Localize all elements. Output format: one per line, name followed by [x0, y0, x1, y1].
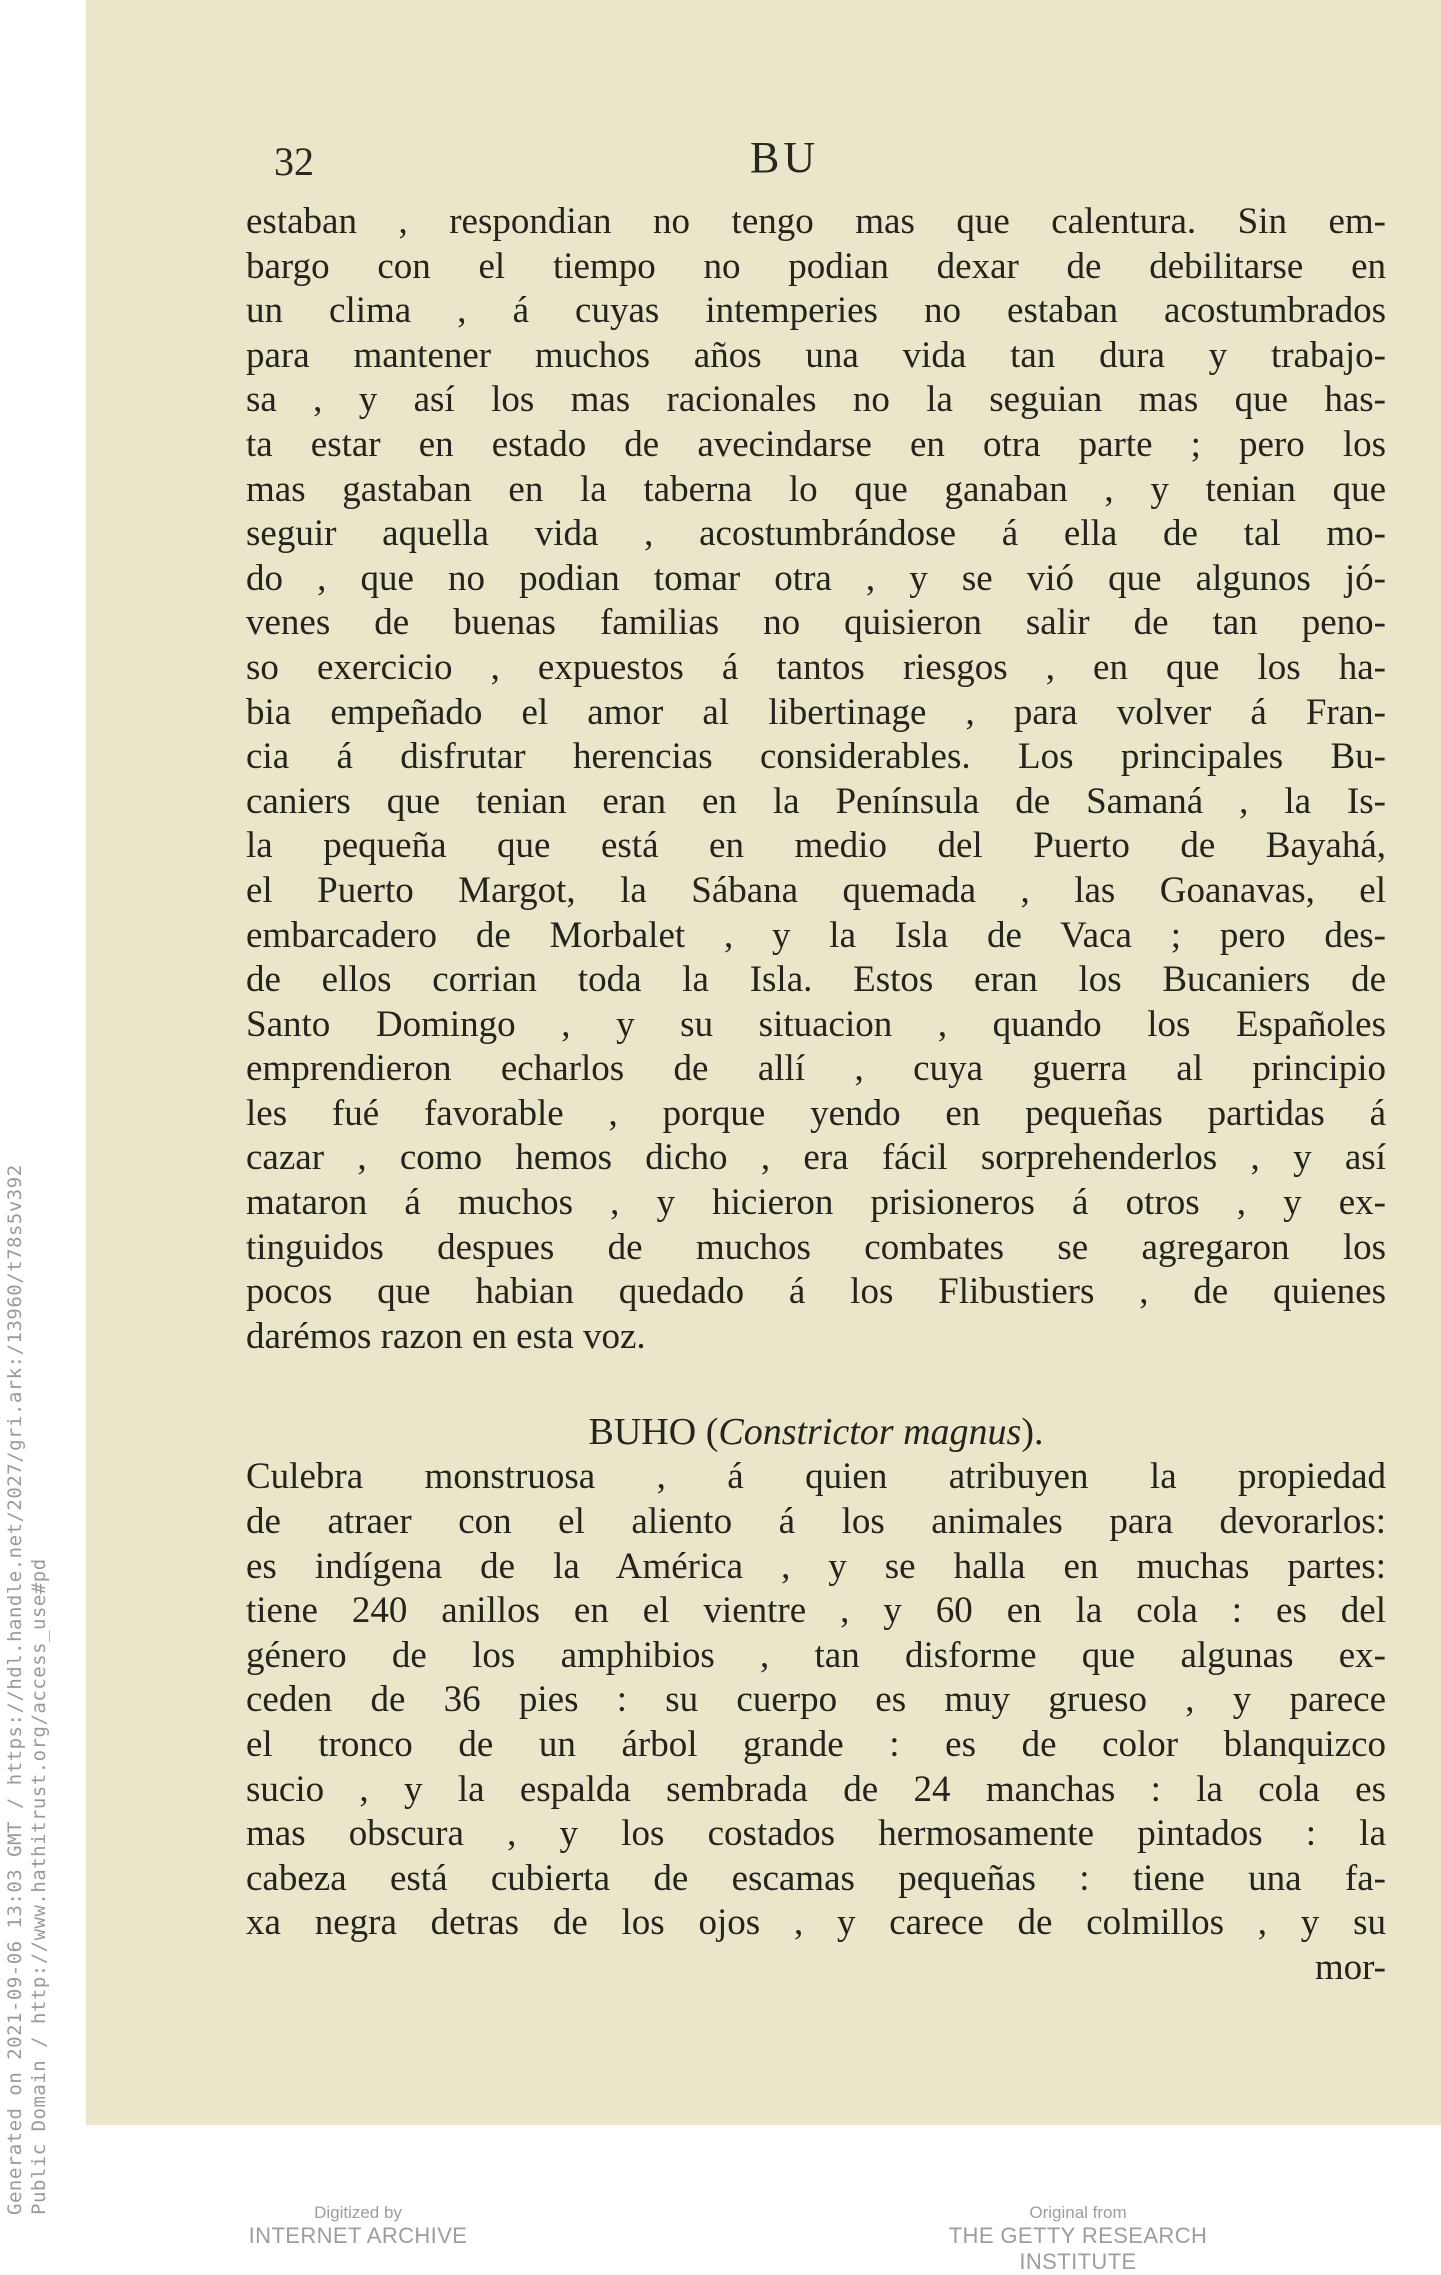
text-line: seguir aquella vida , acostumbrándose á ella de tal mo- — [246, 513, 1386, 555]
text-line: de atraer con el aliento á los animales para devorarlos: — [246, 1501, 1386, 1543]
page-body — [246, 200, 1386, 1991]
text-line: el Puerto Margot, la Sábana quemada , las Goanavas, el — [246, 869, 1386, 911]
digitizer-credit — [248, 2203, 468, 2249]
entry-close: ). — [1021, 1411, 1044, 1454]
text-line: tinguidos despues de muchos combates se agregaron los — [246, 1226, 1386, 1268]
running-head: BU — [750, 133, 820, 182]
generation-stamp — [4, 1065, 64, 2215]
text-line: embarcadero de Morbalet , y la Isla de Vaca ; pero des- — [246, 914, 1386, 956]
text-line: xa negra detras de los ojos , y carece de colmillos , y su — [246, 1902, 1386, 1944]
text-line: venes de buenas familias no quisieron salir de tan peno- — [246, 602, 1386, 644]
text-line: de ellos corrian toda la Isla. Estos eran los Bucaniers de — [246, 959, 1386, 1001]
text-line: ta estar en estado de avecindarse en otra parte ; pero los — [246, 423, 1386, 465]
text-line: ceden de 36 pies : su cuerpo es muy grueso , y parece — [246, 1679, 1386, 1721]
text-line: cazar , como hemos dicho , era fácil sorprehenderlos , y así — [246, 1137, 1386, 1179]
page-header — [86, 128, 1441, 188]
text-line: sucio , y la espalda sembrada de 24 manchas : la cola es — [246, 1768, 1386, 1810]
text-line: mataron á muchos , y hicieron prisioneros á otros , y ex- — [246, 1182, 1386, 1224]
left-margin — [0, 0, 86, 2255]
digitized-by-label: Digitized by — [314, 2203, 402, 2222]
text-line: mas gastaban en la taberna lo que ganaban , y tenian que — [246, 468, 1386, 510]
page-footer — [0, 2195, 1441, 2274]
text-line: bia empeñado el amor al libertinage , para volver á Fran- — [246, 691, 1386, 733]
text-line: les fué favorable , porque yendo en pequeñas partidas á — [246, 1092, 1386, 1134]
text-line: género de los amphibios , tan disforme que algunas ex- — [246, 1634, 1386, 1676]
text-line: so exercicio , expuestos á tantos riesgos , en que los ha- — [246, 646, 1386, 688]
text-line: la pequeña que está en medio del Puerto de Bayahá, — [246, 825, 1386, 867]
text-line: cabeza está cubierta de escamas pequeñas : tiene una fa- — [246, 1857, 1386, 1899]
paragraph-bucaniers — [246, 200, 1386, 1359]
text-line: cia á disfrutar herencias considerables. Los principales Bu- — [246, 736, 1386, 778]
text-line: estaban , respondian no tengo mas que calentura. Sin em- — [246, 201, 1386, 242]
page-number: 32 — [274, 139, 314, 184]
entry-word: BUHO ( — [588, 1411, 719, 1454]
text-line: Santo Domingo , y su situacion , quando los Españoles — [246, 1003, 1386, 1045]
text-line: mas obscura , y los costados hermosamente pintados : la — [246, 1813, 1386, 1855]
entry-latin-name: Constrictor magnus — [718, 1411, 1022, 1454]
paragraph-buho — [246, 1455, 1386, 1990]
text-line: darémos razon en esta voz. — [246, 1315, 646, 1357]
text-line: Culebra monstruosa , á quien atribuyen la propiedad — [246, 1456, 1386, 1498]
text-line: tiene 240 anillos en el vientre , y 60 en la cola : es del — [246, 1590, 1386, 1632]
text-line: un clima , á cuyas intemperies no estaban acostumbrados — [246, 290, 1386, 332]
text-line: pocos que habian quedado á los Flibustiers , de quienes — [246, 1271, 1386, 1313]
text-line: el tronco de un árbol grande : es de color blanquizco — [246, 1724, 1386, 1765]
license-stamp-line: Public Domain / http://www.hathitrust.org/access_use#pd — [28, 1558, 50, 2215]
text-line: sa , y así los mas racionales no la seguian mas que has- — [246, 379, 1386, 421]
original-from-label: Original from — [1029, 2203, 1127, 2222]
text-line: bargo con el tiempo no podian dexar de debilitarse en — [246, 245, 1386, 287]
digitizer-name: INTERNET ARCHIVE — [248, 2223, 468, 2248]
text-line: emprendieron echarlos de allí , cuya guerra al principio — [246, 1048, 1386, 1090]
text-line: para mantener muchos años una vida tan dura y trabajo- — [246, 334, 1386, 376]
text-line: do , que no podian tomar otra , y se vió que algunos jó- — [246, 557, 1386, 599]
entry-heading — [246, 1409, 1386, 1455]
text-line: caniers que tenian eran en la Península de Samaná , la Is- — [246, 780, 1386, 822]
generation-stamp-line: Generated on 2021-09-06 13:03 GMT / https://hdl.handle.net/2027/gri.ark:/13960/t78s5v392 — [4, 1164, 26, 2215]
text-line: es indígena de la América , y se halla en muchas partes: — [246, 1545, 1386, 1587]
text-line: mor- — [1314, 1946, 1386, 1988]
source-credit — [888, 2203, 1268, 2275]
source-institution: THE GETTY RESEARCH INSTITUTE — [948, 2223, 1208, 2274]
book-page — [86, 0, 1441, 2125]
